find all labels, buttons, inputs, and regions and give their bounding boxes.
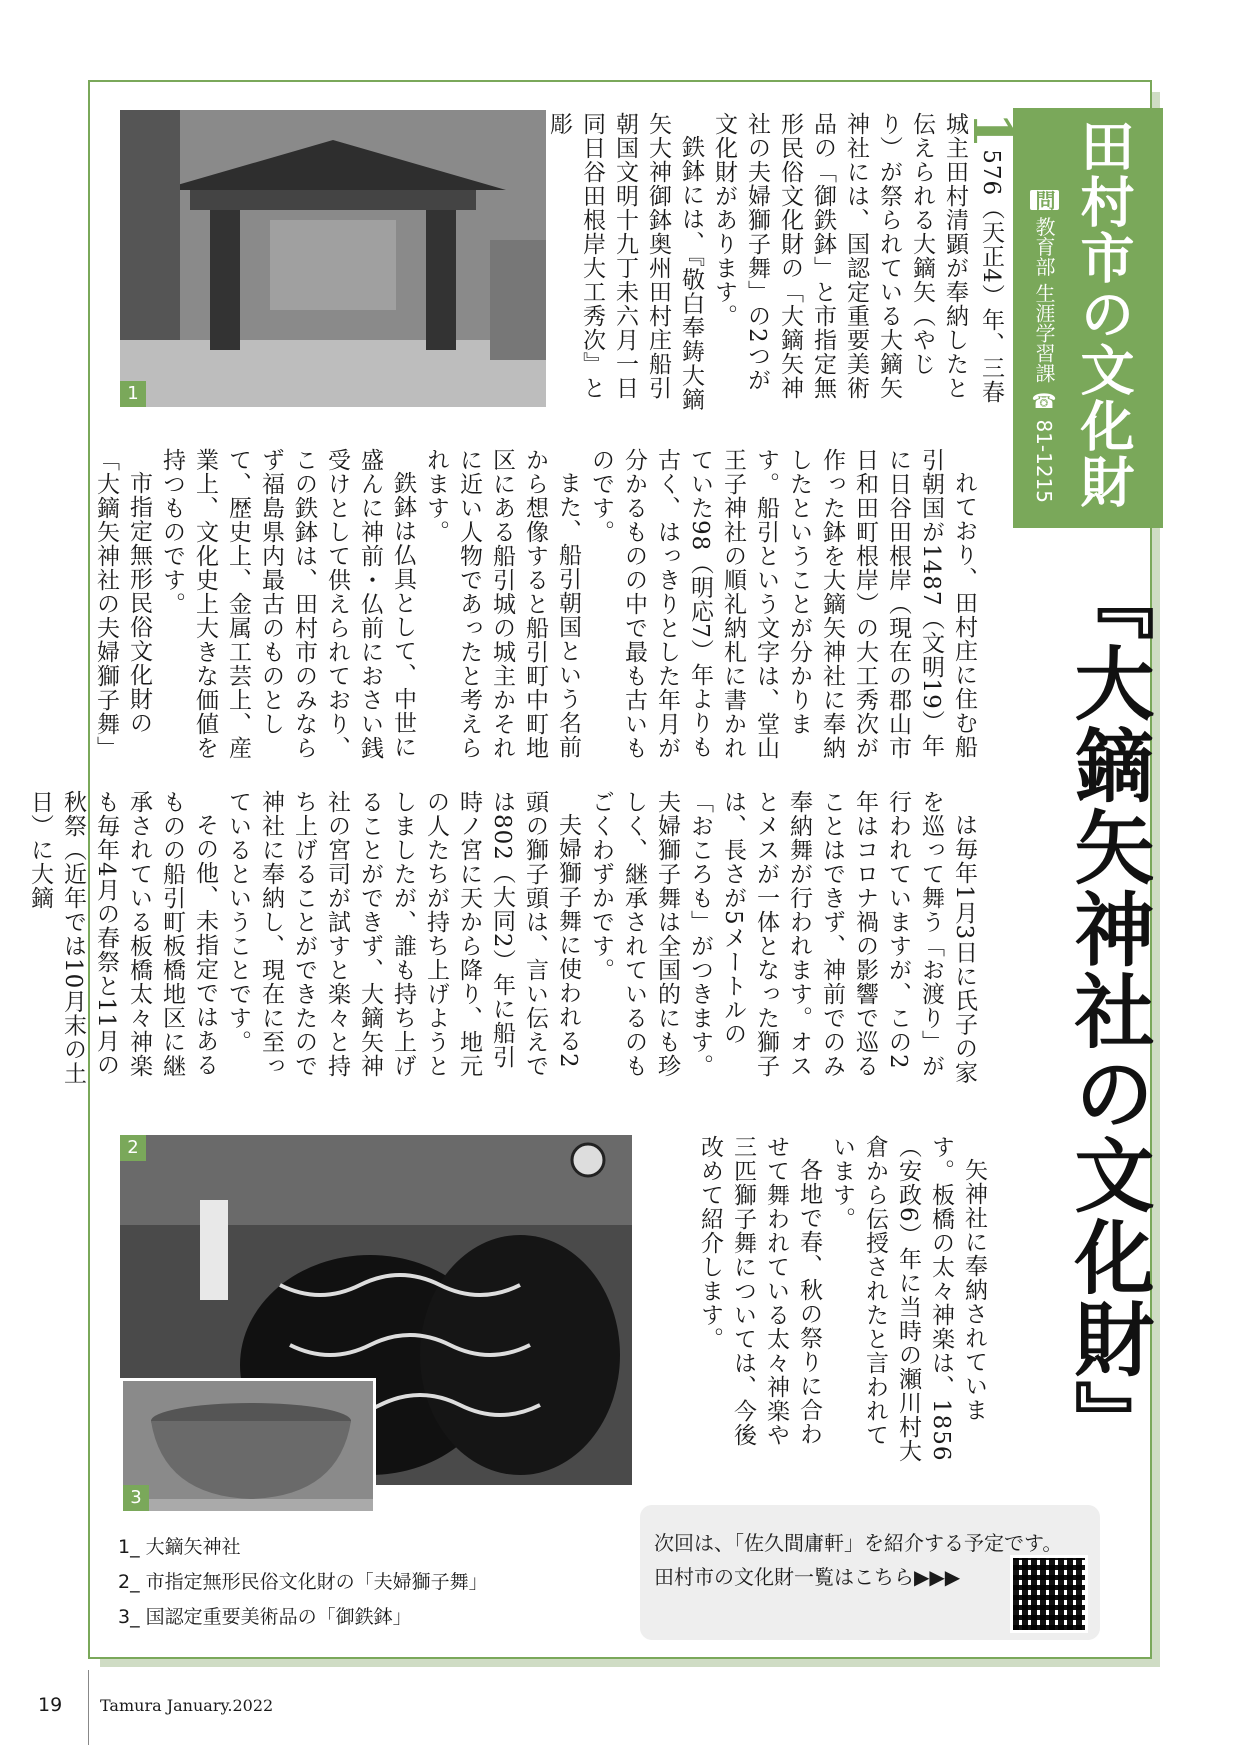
series-title: 田村市の文化財 [1072,118,1135,510]
article-body-bottom-right [697,1135,990,1465]
qr-code-icon[interactable] [1010,1555,1088,1633]
next-issue-box [640,1505,1100,1640]
footer-divider [88,1670,89,1745]
photo-captions [118,1530,488,1635]
paragraph: は毎年1月3日に氏子の家を巡って舞う「お渡り」が行われていますが、この2年はコロナ禍の影響で巡ることはできず、神前でのみ奉納舞が行われます。オスとメスが一体となった獅子は、長さが5メートルの「おころも」がつきます。夫婦獅子舞は全国的にも珍しく、継承されているのもごくわずかです。 [588,790,977,1085]
iron-bowl-photo [120,1378,376,1514]
article-body-upper-right [546,112,1022,412]
photo-number: 1 [120,381,146,407]
paragraph: 鉄鉢には、『敬白奉鋳大鏑矢大神御鉢奥州田村庄船引朝国文明十九丁未六月一日 同日谷田根岸大工秀次』と彫 [546,112,704,412]
paragraph: また、船引朝国という名前から想像すると船引町中町地区にある船引城の城主かそれに近い人物であったと考えられます。 [423,448,581,760]
inquiry-label: 問 [1030,190,1059,210]
drop-number: 1 [961,112,1022,150]
page-number: 19 [38,1694,63,1716]
iron-bowl-image [123,1381,373,1511]
paragraph: 鉄鉢は仏具として、中世に盛んに神前・仏前におさい銭受けとして供えられており、この鉄鉢は、田村市のみならず福島県内最古のものとして、歴史上、金属工芸上、産業上、文化史上大きな価値を持つものです。 [159,448,416,760]
caption: 3_ 国認定重要美術品の「御鉄鉢」 [118,1606,412,1628]
cultural-assets-link[interactable]: 田村市の文化財一覧はこちら▶▶▶ [654,1565,961,1589]
shrine-gate-image [120,110,546,407]
publication-name: Tamura January.2022 [100,1696,274,1715]
paragraph: 矢神社に奉納されています。板橋の太々神楽は、1856（安政6）年に当時の瀬川村大倉から伝授されたと言われています。 [829,1135,987,1463]
article-body-lower [27,790,980,1090]
phone-number: 81-1215 [1032,419,1056,504]
department: 教育部 生涯学習課 [1032,216,1056,383]
paragraph: その他、未指定ではあるものの船引町板橋地区に継承されている板橋太々神楽も毎年4月の春祭と11月の秋祭（近年では10月末の土日）に大鏑 [27,790,218,1086]
contact-info [1030,190,1059,503]
photo-number: 3 [123,1485,149,1511]
shrine-photo [120,110,546,407]
paragraph: 576（天正4）年、三春城主田村清顕が奉納したと伝えられる大鏑矢（やじり）が祭られている大鏑矢神社には、国認定重要美術品の「御鉄鉢」と市指定無形民俗文化財の「大鏑矢神社の夫婦獅子舞」の2つが文化財があります。 [711,112,1004,404]
caption: 2_ 市指定無形民俗文化財の「夫婦獅子舞」 [118,1571,488,1593]
article-title: 『大鏑矢神社の文化財』 [1061,560,1154,1462]
next-issue-text: 次回は、「佐久間庸軒」を紹介する予定です。 [654,1531,1063,1555]
paragraph: れており、田村庄に住む船引朝国が1487（文明19）年に日谷田根岸（現在の郡山市日和田町根岸）の大工秀次が作った鉢を大鏑矢神社に奉納したということが分かります。船引という文字は、堂山王子神社の順礼納札に書かれていた98（明応7）年よりも古く、はっきりとした年月が分かるものの中で最も古いものです。 [588,448,977,760]
phone-icon: ☎ [1032,389,1056,414]
caption: 1_ 大鏑矢神社 [118,1536,241,1558]
paragraph: 夫婦獅子舞に使われる2頭の獅子頭は、言い伝えでは802（大同2）年に船引時ノ宮に天から降り、地元の人たちが持ち上げようとしましたが、誰も持ち上げることができず、大鏑矢神社の宮司が試すと楽々と持ち上げることができたので神社に奉納し、現在に至っているということです。 [225,790,581,1078]
paragraph: 各地で春、秋の祭りに合わせて舞われている太々神楽や三匹獅子舞については、今後改めて紹介します。 [697,1135,822,1447]
article-body-middle [93,448,980,768]
paragraph: 市指定無形民俗文化財の「大鏑矢神社の夫婦獅子舞」 [93,448,152,760]
photo-number: 2 [120,1135,146,1161]
